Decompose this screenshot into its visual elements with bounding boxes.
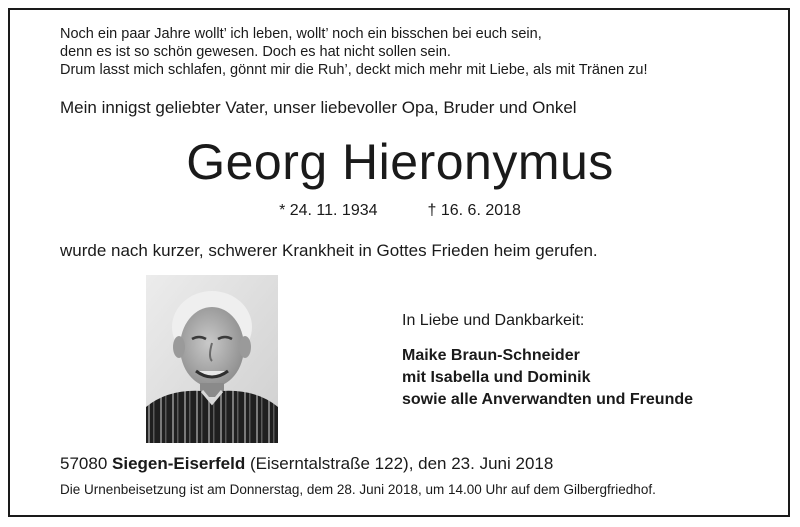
- life-dates: [0, 202, 800, 220]
- mourners-list: [402, 345, 693, 411]
- intro-text: Mein innigst geliebter Vater, unser liebevoller Opa, Bruder und Onkel: [60, 98, 577, 117]
- poem: [60, 25, 647, 79]
- deceased-name: Georg Hieronymus: [186, 134, 614, 190]
- death-date: † 16. 6. 2018: [427, 202, 521, 219]
- birth-date: * 24. 11. 1934: [279, 202, 378, 219]
- address-line: [60, 454, 553, 474]
- mourner-line: Maike Braun-Schneider: [402, 347, 580, 364]
- address-details: (Eiserntalstraße 122), den 23. Juni 2018: [249, 454, 554, 473]
- portrait-image: [146, 275, 278, 443]
- obituary-frame: [8, 8, 790, 517]
- address-city: Siegen-Eiserfeld: [112, 454, 246, 473]
- thanks-text: In Liebe und Dankbarkeit:: [402, 312, 585, 329]
- funeral-notice: Die Urnenbeisetzung ist am Donnerstag, dem 28. Juni 2018, um 14.00 Uhr auf dem Gilbergfriedhof.: [60, 482, 656, 497]
- passing-text: wurde nach kurzer, schwerer Krankheit in Gottes Frieden heim gerufen.: [60, 241, 598, 260]
- address-zip: 57080: [60, 454, 108, 473]
- mourner-line: sowie alle Anverwandten und Freunde: [402, 391, 694, 408]
- poem-line: Noch ein paar Jahre wollt’ ich leben, wollt’ noch ein bisschen bei euch sein,: [60, 26, 542, 42]
- mourner-line: mit Isabella und Dominik: [402, 369, 591, 386]
- portrait-photo: [146, 275, 278, 443]
- poem-line: Drum lasst mich schlafen, gönnt mir die Ruh’, deckt mich mehr mit Liebe, als mit Tränen zu!: [60, 62, 648, 78]
- poem-line: denn es ist so schön gewesen. Doch es hat nicht sollen sein.: [60, 44, 451, 60]
